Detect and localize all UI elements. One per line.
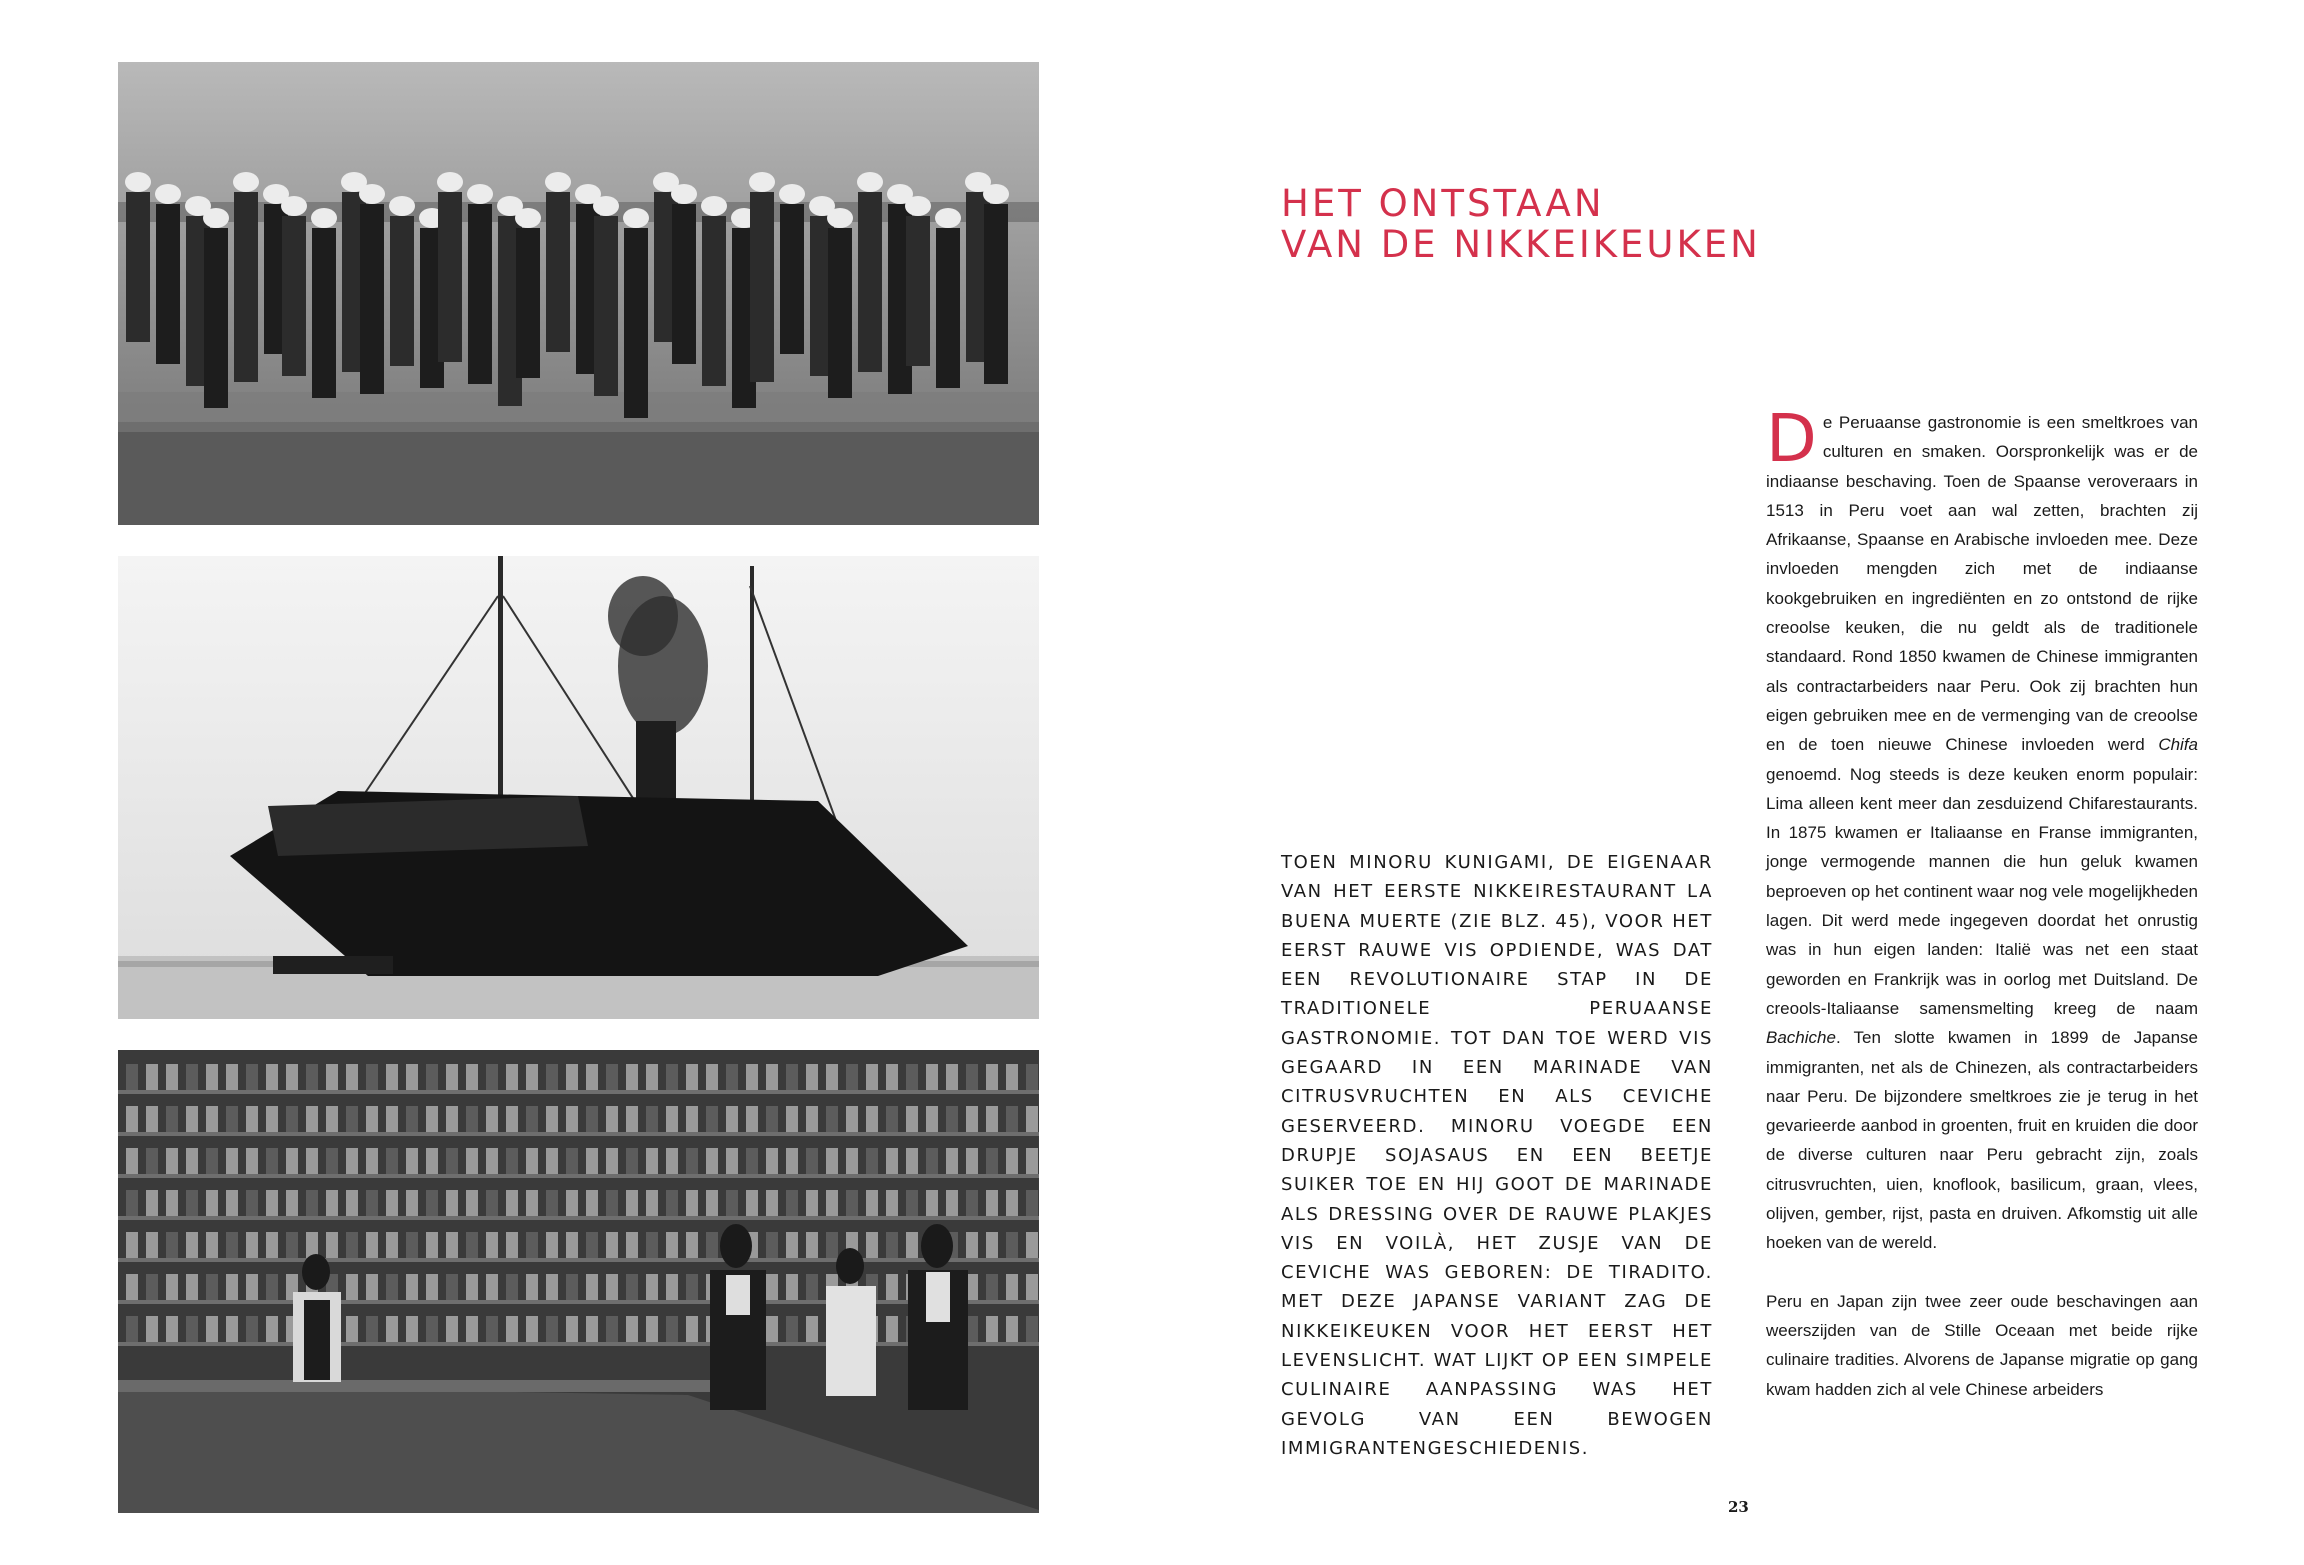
term-bachiche: Bachiche: [1766, 1028, 1836, 1048]
body-paragraph-1: [1766, 400, 2198, 1258]
body-text-column: [1766, 400, 2198, 1433]
body-paragraph-2: Peru en Japan zijn twee zeer oude beschavingen aan weerszijden van de Stille Oceaan met beide rijke culinaire tradities. Alvorens de Japanse migratie op gang kwam hadden zich al vele Chinese arbeiders: [1766, 1291, 2198, 1399]
title-line-2: VAN DE NIKKEIKEUKEN: [1281, 223, 1761, 266]
body-paragraph-1-part-1: e Peruaanse gastronomie is een smeltkroes van culturen en smaken. Oorspronkelijk was er de indiaanse beschaving. Toen de Spaanse veroveraars in 1513 in Peru voet aan wal zetten, brachten zij Afrikaanse, Spaanse en Arabische invloeden mee. Deze invloeden mengden zich met de indiaanse kookgebruiken en ingrediënten en zo ontstond de rijke creoolse keuken, die nu geldt als de traditionele standaard. Rond 1850 kwamen de Chinese immigranten als contractarbeiders naar Peru. Ook zij brachten hun eigen gebruiken mee en de vermenging van de creoolse en de toen nieuwe Chinese invloeden werd: [1766, 413, 2198, 755]
page-number: 23: [1728, 1498, 1749, 1516]
photo-shop-interior: [118, 1050, 1039, 1513]
intro-paragraph: TOEN MINORU KUNIGAMI, DE EIGENAAR VAN HET EERSTE NIKKEIRESTAURANT LA BUENA MUERTE (ZIE BLZ. 45), VOOR HET EERST RAUWE VIS OPDIENDE, WAS DAT EEN REVOLUTIONAIRE STAP IN DE TRADITIONELE PERUAANSE GASTRONOMIE. TOT DAN TOE WERD VIS GEGAARD IN EEN MARINADE VAN CITRUSVRUCHTEN EN ALS CEVICHE GESERVEERD. MINORU VOEGDE EEN DRUPJE SOJASAUS EN EEN BEETJE SUIKER TOE EN HIJ GOOT DE MARINADE ALS DRESSING OVER DE RAUWE PLAKJES VIS EN VOILÀ, HET ZUSJE VAN DE CEVICHE WAS GEBOREN: DE TIRADITO. MET DEZE JAPANSE VARIANT ZAG DE NIKKEIKEUKEN VOOR HET EERST HET LEVENSLICHT. WAT LIJKT OP EEN SIMPELE CULINAIRE AANPASSING WAS HET GEVOLG VAN EEN BEWOGEN IMMIGRANTENGESCHIEDENIS.: [1281, 852, 1713, 1459]
term-chifa: Chifa: [2158, 735, 2198, 755]
body-paragraph-1-part-3: . Ten slotte kwamen in 1899 de Japanse immigranten, net als de Chinezen, als contractarbeiders naar Peru. De bijzondere smeltkroes zie je terug in het gevarieerde aanbod in groenten, fruit en kruiden die door de diverse culturen naar Peru gebracht zijn, zoals citrusvruchten, uien, knoflook, basilicum, graan, vlees, olijven, gember, rijst, pasta en druiven. Afkomstig uit alle hoeken van de wereld.: [1766, 1028, 2198, 1253]
photo-steamship: [118, 556, 1039, 1019]
body-paragraph-1-part-2: genoemd. Nog steeds is deze keuken enorm populair: Lima alleen kent meer dan zesduizend Chifarestaurants. In 1875 kwamen er Italiaanse en Franse immigranten, jonge vermogende mannen die hun geluk kwamen beproeven op het continent waar nog vele mogelijkheden lagen. Dit werd mede ingegeven doordat het onrustig was in hun eigen landen: Italië was net een staat geworden en Frankrijk was in oorlog met Duitsland. De creools-Italiaanse samensmelting kreeg de naam: [1766, 764, 2198, 1018]
drop-cap: D: [1766, 400, 1817, 477]
photo-field-workers: [118, 62, 1039, 525]
page-title: [1281, 183, 1761, 265]
title-line-1: HET ONTSTAAN: [1281, 182, 1605, 225]
